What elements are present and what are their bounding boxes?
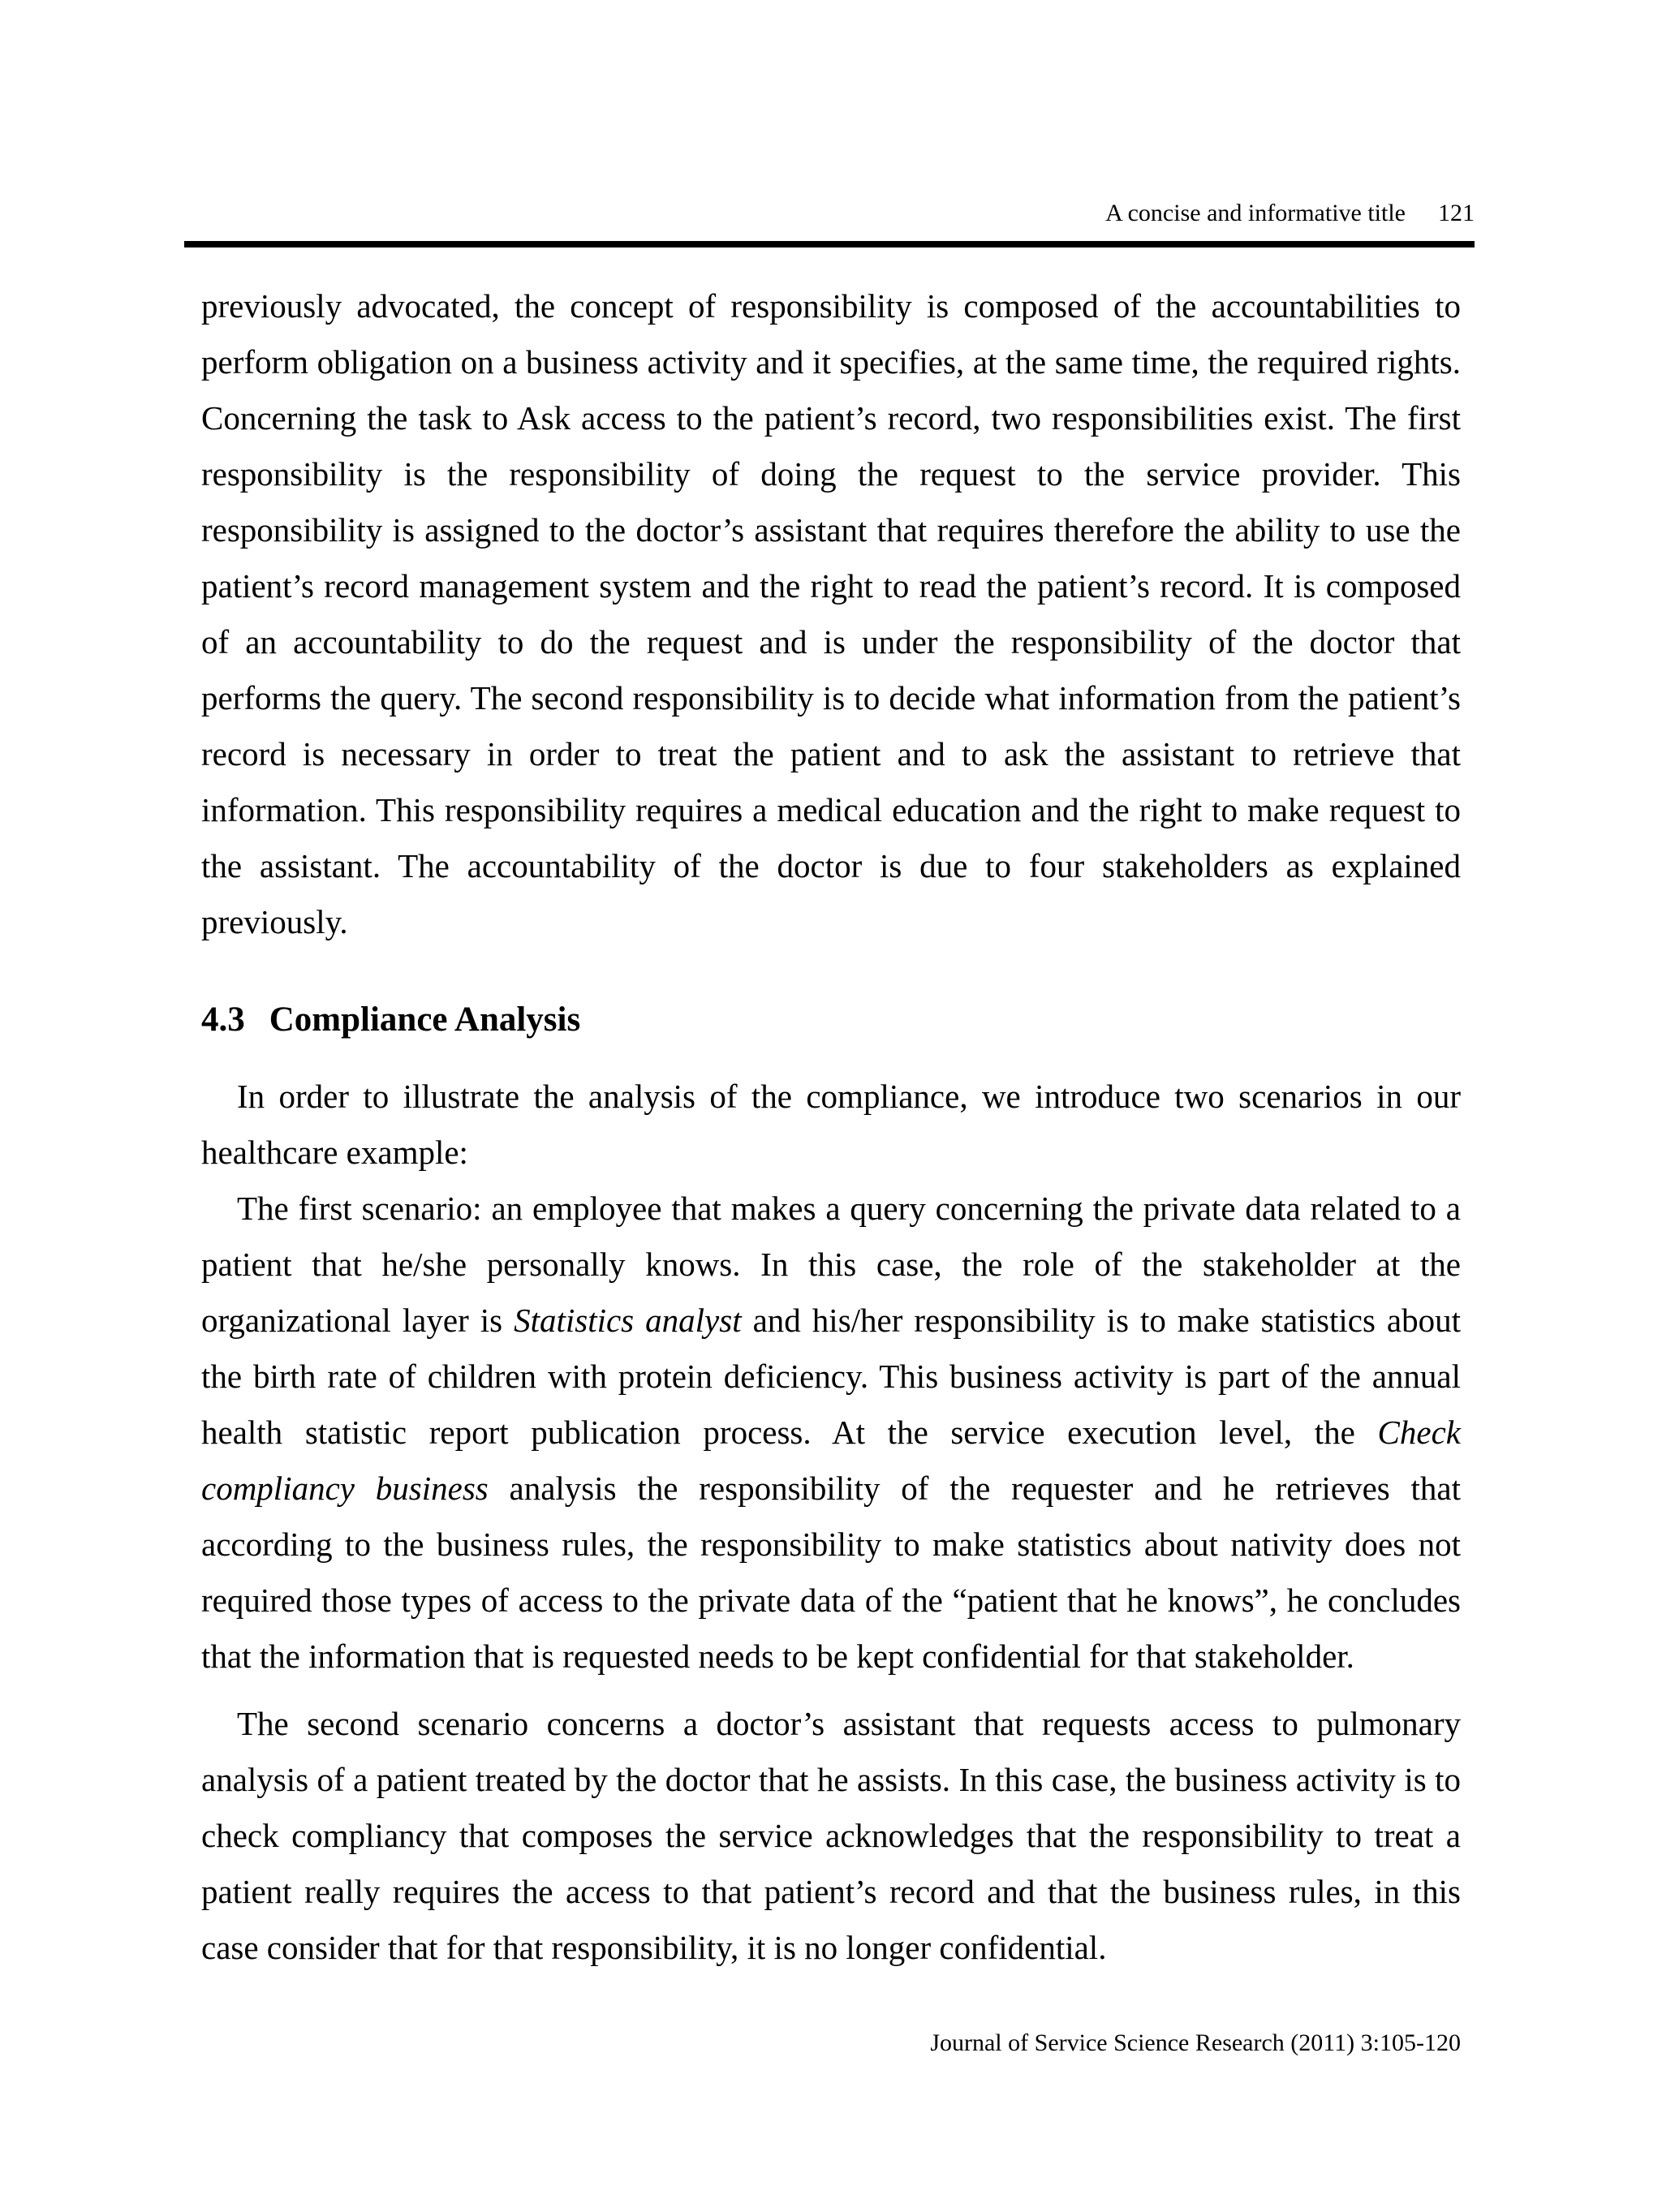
body-paragraph-2: In order to illustrate the analysis of the compliance, we introduce two scenarios in our healthcare example: [201,1078,1461,1171]
body-paragraph-3 [201,1181,1461,1685]
body-paragraph-1: previously advocated, the concept of responsibility is composed of the accountabilities to perform obligation on a business activity and it specifies, at the same time, the required rights. Concerning the task to Ask access to the patient’s record, two responsibilities exist. The first responsibility is the responsibility of doing the request to the service provider. This responsibility is assigned to the doctor’s assistant that requires therefore the ability to use the patient’s record management system and the right to read the patient’s record. It is composed of an accountability to do the request and is under the responsibility of the doctor that performs the query. The second responsibility is to decide what information from the patient’s record is necessary in order to treat the patient and to ask the assistant to retrieve that information. This responsibility requires a medical education and the right to make request to the assistant. The accountability of the doctor is due to four stakeholders as explained previously. [201,287,1461,940]
paragraph-3-text: and his/her responsibility is to make statistics about the birth rate of children with protein deficiency. This business activity is part of the annual health statistic report publication process. At the service execution level, the [201,1302,1461,1451]
italic-phrase-statistics-analyst: Statistics analyst [514,1302,742,1339]
page-body [201,268,1461,1976]
running-title: A concise and informative title [1105,200,1406,226]
section-title: Compliance Analysis [269,1001,581,1039]
running-header [184,196,1475,231]
journal-citation: Journal of Service Science Research (2011) 3:105-120 [930,2029,1461,2056]
page-footer [201,2025,1461,2061]
section-number: 4.3 [201,1001,245,1039]
page-number: 121 [1438,200,1475,226]
italic-phrase-check-compliancy-business: Check compliancy business [201,1414,1461,1507]
body-paragraph-4: The second scenario concerns a doctor’s assistant that requests access to pulmonary analysis of a patient treated by the doctor that he assists. In this case, the business activity is to check compliancy that composes the service acknowledges that the responsibility to treat a patient really requires the access to that patient’s record and that the business rules, in this case consider that for that responsibility, it is no longer confidential. [201,1705,1461,1966]
header-rule [184,241,1475,247]
paragraph-3-text: The first scenario: an employee that makes a query concerning the private data related to a patient that he/she personally knows. In this case, the role of the stakeholder at the organizational layer is [201,1190,1461,1339]
paragraph-3-text: analysis the responsibility of the requester and he retrieves that according to the business rules, the responsibility to make statistics about nativity does not required those types of access to the private data of the “patient that he knows”, he concludes that the information that is requested needs to be kept confidential for that stakeholder. [201,1470,1461,1675]
section-heading [201,991,1461,1049]
